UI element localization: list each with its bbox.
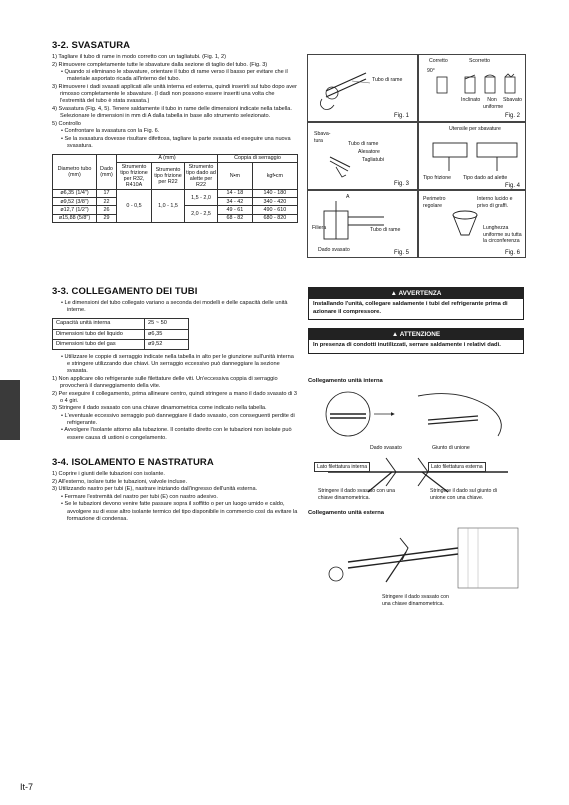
- fig4-caption: Fig. 4: [505, 183, 521, 189]
- cell-nut: 17: [97, 189, 117, 197]
- cell-key: Dimensioni tubo del liquido: [53, 329, 145, 339]
- fig5-caption: Fig. 5: [394, 250, 410, 256]
- cell-value: ø6,35: [145, 329, 189, 339]
- label-giunto: Giunto di unione: [432, 445, 470, 451]
- cell-diam: ø6,35 (1/4"): [53, 189, 97, 197]
- page-number: It-7: [20, 782, 34, 792]
- label-corretto: Corretto: [429, 58, 448, 64]
- svasatura-item: 2) Rimuovere completamente tutte le sbavature dalla sezione di taglio del tubo. (Fig. 3): [52, 61, 268, 68]
- table-row: [53, 339, 189, 349]
- table-row: [53, 329, 189, 339]
- cell-nm: 14 - 18: [218, 189, 253, 197]
- attenzione-header: [309, 329, 523, 340]
- attenzione-body: In presenza di condotti inutilizzati, serrare saldamente i relativi dadi.: [313, 342, 501, 349]
- label-stringere-1: Stringere il dado svasato con una chiave dinamometrica.: [318, 488, 395, 501]
- th-tool2: Strumento tipo frizione per R22: [152, 163, 185, 190]
- warnings-column: [308, 287, 524, 362]
- label-perimetro: Perimetro regolare: [423, 196, 446, 209]
- svasatura-item: 1) Tagliare il tubo di rame in modo corretto con un tagliatubi. (Fig. 1, 2): [52, 54, 227, 61]
- label-interno: Interno lucido e privo di graffi.: [477, 196, 513, 209]
- th-torque: Coppia di serraggio: [218, 154, 298, 162]
- label-lato-interna: Lato filettatura interna: [314, 462, 370, 472]
- svasatura-item: 5) Controllo: [52, 120, 81, 127]
- cell-kgf: 680 - 820: [252, 214, 297, 222]
- label-tubo-rame: Tubo di rame: [372, 77, 403, 83]
- flare-spec-table: [52, 154, 298, 223]
- label-tagliatubi: Tagliatubi: [362, 157, 384, 163]
- label-dado-svasato-fig5: Dado svasato: [318, 247, 350, 253]
- label-lunghezza: Lunghezza uniforme su tutta la circonferenza: [483, 225, 522, 245]
- th-diam: Diametro tubo (mm): [53, 154, 97, 189]
- collegamento-interna-title: Collegamento unità interna: [308, 378, 383, 384]
- cell-kgf: 140 - 180: [252, 189, 297, 197]
- cell-key: Capacità unità interna: [53, 319, 145, 329]
- cell-a-wing2: 2,0 - 2,5: [185, 206, 218, 222]
- label-tipo-frizione: Tipo frizione: [423, 175, 452, 181]
- label-lato-esterna: Lato filettatura esterna: [428, 462, 486, 472]
- th-nm: N•m: [218, 163, 253, 190]
- cell-a-wing1: 1,5 - 2,0: [185, 189, 218, 205]
- label-tubo-rame-3: Tubo di rame: [370, 227, 401, 233]
- svasatura-item: • Quando si eliminano le sbavature, orientare il tubo di rame verso il basso per evitare che il materiale asportato ricada all'interno del tubo.: [61, 69, 288, 83]
- cell-nm: 68 - 82: [218, 214, 253, 222]
- pipe-size-table: [52, 318, 189, 349]
- cell-nm: 34 - 42: [218, 198, 253, 206]
- warning-avvertenza: [308, 287, 524, 320]
- cell-a-clutch1: 0 - 0,5: [117, 189, 152, 222]
- section-title-isolamento: 3-4. ISOLAMENTO E NASTRATURA: [52, 457, 214, 468]
- cell-nm: 49 - 61: [218, 206, 253, 214]
- figure-3: [307, 122, 418, 190]
- label-non-uniforme: Non uniforme: [483, 97, 504, 110]
- cell-nut: 26: [97, 206, 117, 214]
- isolamento-item: 3) Utilizzando nastro per tubi (E), nastrare iniziando dall'ingresso dell'unità esterna.: [52, 486, 258, 493]
- table-row: [53, 319, 189, 329]
- th-tool3: Strumento tipo dado ad alette per R22: [186, 163, 216, 189]
- svasatura-item: • Confrontare la svasatura con la Fig. 6.: [61, 128, 160, 135]
- table-row: [53, 189, 298, 197]
- label-tipo-dado: Tipo dado ad alette: [463, 175, 508, 181]
- figure-4: [418, 122, 526, 190]
- collegamento-item: • Utilizzare le coppie di serraggio indicate nella tabella in alto per le giunzione sull'unità interna e stringere utilizzando due chiavi. Un serraggio eccessivo può danneggiare la sezione svasata.: [61, 353, 294, 375]
- section-tab-marker: [0, 380, 20, 440]
- collegamento-item: 2) Per eseguire il collegamento, prima allineare centro, quindi stringere a mano il dado svasato di 3 o 4 giri.: [52, 390, 298, 404]
- label-alesatore: Alesatore: [358, 149, 380, 155]
- isolamento-item: 2) All'esterno, isolare tutte le tubazioni, valvole incluse.: [52, 478, 188, 485]
- cell-diam: ø12,7 (1/2"): [53, 206, 97, 214]
- fig1-caption: Fig. 1: [394, 113, 410, 119]
- warning-triangle-icon: ▲: [391, 330, 400, 338]
- isolamento-item: • Fermare l'estremità del nastro per tubi (E) con nastro adesivo.: [61, 493, 218, 500]
- label-tubo-rame-2: Tubo di rame: [348, 141, 379, 147]
- attenzione-title: ATTENZIONE: [399, 330, 441, 338]
- fig2-caption: Fig. 2: [505, 113, 521, 119]
- collegamento-intro: • Le dimensioni del tubo collegato variano a seconda dei modelli e delle capacità delle unità interne.: [61, 300, 288, 314]
- cell-diam: ø15,88 (5/8"): [53, 214, 97, 222]
- figure-1: [307, 54, 418, 122]
- cell-nut: 29: [97, 214, 117, 222]
- label-stringere-3: Stringere il dado svasato con una chiave dinamometrica.: [382, 594, 449, 607]
- avvertenza-header: [309, 288, 523, 299]
- cell-diam: ø9,52 (3/8"): [53, 198, 97, 206]
- label-inclinato: Inclinato: [461, 97, 481, 103]
- svasatura-item: • Se la svasatura dovesse risultare difettosa, tagliare la parte svasata ed eseguire una nuova svasatura.: [61, 135, 291, 149]
- th-tool1: Strumento tipo frizione per R32, R410A: [117, 163, 152, 190]
- label-a: A: [346, 194, 350, 200]
- warning-attenzione: [308, 328, 524, 354]
- isolamento-item: • Se le tubazioni devono venire fatte passare sopra il soffitto o per un luogo umido e caldo, avvolgere su di esse altro isolante termico del tipo disponibile in commercio così da evitare la formazione di condensa.: [61, 501, 298, 522]
- figure-6: [418, 190, 526, 258]
- th-a: A (mm): [117, 154, 218, 162]
- cell-a-clutch2: 1,0 - 1,5: [152, 189, 185, 222]
- label-utensile: Utensile per sbavature: [449, 126, 501, 132]
- outdoor-connection-illustration: [308, 518, 526, 594]
- section-svasatura: [52, 40, 298, 223]
- collegamento-esterna-title: Collegamento unità esterna: [308, 510, 385, 516]
- svasatura-item: 3) Rimuovere i dadi svasati applicati alle unità interna ed esterna, quindi inserirli sul tubo dopo aver rimosso completamente le sbavature. (I dadi non possono essere inseriti una volta che l'estremità del tubo è stata svasata.): [52, 83, 298, 105]
- fig6-caption: Fig. 6: [505, 250, 521, 256]
- label-filiera: Filiera: [312, 225, 327, 231]
- collegamento-item: 3) Stringere il dado svasato con una chiave dinamometrica come indicato nella tabella.: [52, 405, 267, 412]
- label-dado-svasato: Dado svasato: [370, 445, 402, 451]
- svasatura-item: 4) Svasatura (Fig. 4, 5). Tenere saldamente il tubo in rame delle dimensioni indicate nella tabella. Selezionare le dimensioni in mm di A dalla tabella in base allo strumento selezionato.: [52, 105, 292, 119]
- warning-triangle-icon: ▲: [390, 289, 399, 297]
- label-stringere-2: Stringere il dado sul giunto di unione con una chiave.: [430, 488, 497, 501]
- collegamento-item: 1) Non applicare olio refrigerante sulle filettature delle viti. Un'eccessiva coppia di serraggio provocherà il danneggiamento della vite.: [52, 375, 278, 389]
- th-nut: Dado (mm): [97, 154, 117, 189]
- label-angle: 90°: [427, 68, 435, 74]
- label-sbavatura: Sbava-tura: [314, 131, 331, 144]
- figure-5: [307, 190, 418, 258]
- cell-value: ø9,52: [145, 339, 189, 349]
- avvertenza-title: AVVERTENZA: [398, 289, 442, 297]
- figure-2: [418, 54, 526, 122]
- collegamento-item: • L'eventuale eccessivo serraggio può danneggiare il dado svasato, con conseguenti perdite di refrigerante.: [61, 412, 295, 426]
- section-isolamento: [52, 457, 298, 523]
- section-title-collegamento: 3-3. COLLEGAMENTO DEI TUBI: [52, 286, 198, 297]
- cell-key: Dimensioni tubo del gas: [53, 339, 145, 349]
- section-title-svasatura: 3-2. SVASATURA: [52, 40, 131, 51]
- label-sbavato: Sbavato: [503, 97, 523, 103]
- th-kgf: kgf•cm: [252, 163, 297, 190]
- avvertenza-body: Installando l'unità, collegare saldamente i tubi del refrigerante prima di azionare il compressore.: [313, 301, 508, 315]
- section-collegamento: [52, 286, 298, 442]
- indoor-connection-illustration: [308, 386, 526, 442]
- collegamento-item: • Avvolgere l'isolante attorno alla tubazione. Il contatto diretto con le tubazioni non isolate può essere causa di ustioni o congelamento.: [61, 427, 292, 441]
- fig3-caption: Fig. 3: [394, 181, 410, 187]
- cell-kgf: 490 - 610: [252, 206, 297, 214]
- isolamento-item: 1) Coprire i giunti delle tubazioni con isolante.: [52, 471, 165, 478]
- label-scorretto: Scorretto: [469, 58, 491, 64]
- cell-value: 25 ~ 50: [145, 319, 189, 329]
- cell-kgf: 340 - 420: [252, 198, 297, 206]
- cell-nut: 22: [97, 198, 117, 206]
